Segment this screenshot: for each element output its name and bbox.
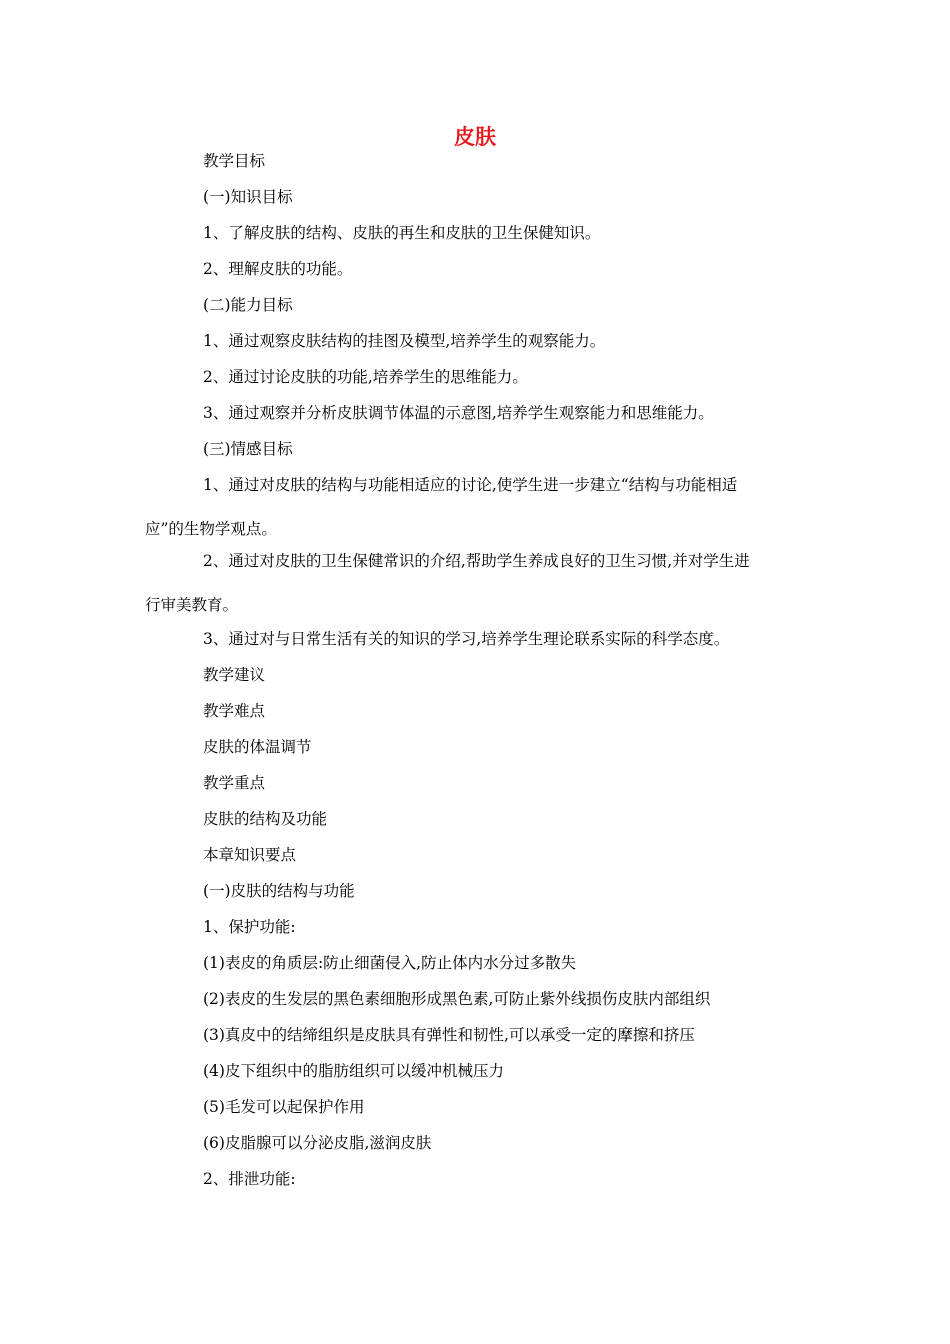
knowledge-item-2: 2、理解皮肤的功能。 <box>203 260 353 278</box>
protection-item-6: (6)皮脂腺可以分泌皮脂,滋润皮肤 <box>203 1134 432 1152</box>
heading-difficulty: 教学难点 <box>203 702 266 720</box>
ability-item-3: 3、通过观察并分析皮肤调节体温的示意图,培养学生观察能力和思维能力。 <box>203 404 714 422</box>
emotion-item-2 <box>145 550 807 616</box>
ability-item-1: 1、通过观察皮肤结构的挂图及模型,培养学生的观察能力。 <box>203 332 606 350</box>
heading-ability-goals: (二)能力目标 <box>203 296 293 314</box>
protection-item-1: (1)表皮的角质层:防止细菌侵入,防止体内水分过多散失 <box>203 954 577 972</box>
ability-item-2: 2、通过讨论皮肤的功能,培养学生的思维能力。 <box>203 368 528 386</box>
protection-item-2: (2)表皮的生发层的黑色素细胞形成黑色素,可防止紫外线损伤皮肤内部组织 <box>203 990 711 1008</box>
protection-item-4: (4)皮下组织中的脂肪组织可以缓冲机械压力 <box>203 1062 504 1080</box>
heading-teaching-goals: 教学目标 <box>203 152 266 170</box>
protection-function-heading: 1、保护功能: <box>203 918 296 936</box>
heading-chapter-points: 本章知识要点 <box>203 846 297 864</box>
document-title: 皮肤 <box>454 124 496 149</box>
heading-key-points: 教学重点 <box>203 774 266 792</box>
heading-structure-function: (一)皮肤的结构与功能 <box>203 882 355 900</box>
difficulty-text: 皮肤的体温调节 <box>203 738 312 756</box>
key-points-text: 皮肤的结构及功能 <box>203 810 328 828</box>
heading-emotion-goals: (三)情感目标 <box>203 440 293 458</box>
emotion-item-2-line-1: 2、通过对皮肤的卫生保健常识的介绍,帮助学生养成良好的卫生习惯,并对学生进 <box>203 552 750 570</box>
emotion-item-3: 3、通过对与日常生活有关的知识的学习,培养学生理论联系实际的科学态度。 <box>203 630 730 648</box>
heading-knowledge-goals: (一)知识目标 <box>203 188 293 206</box>
emotion-item-1-line-2: 应”的生物学观点。 <box>145 520 277 538</box>
knowledge-item-1: 1、了解皮肤的结构、皮肤的再生和皮肤的卫生保健知识。 <box>203 224 601 242</box>
emotion-item-1-line-1: 1、通过对皮肤的结构与功能相适应的讨论,使学生进一步建立“结构与功能相适 <box>203 476 738 494</box>
excretion-function-heading: 2、排泄功能: <box>203 1170 296 1188</box>
heading-teaching-suggestions: 教学建议 <box>203 666 266 684</box>
emotion-item-1 <box>145 474 807 540</box>
protection-item-5: (5)毛发可以起保护作用 <box>203 1098 365 1116</box>
protection-item-3: (3)真皮中的结缔组织是皮肤具有弹性和韧性,可以承受一定的摩擦和挤压 <box>203 1026 695 1044</box>
emotion-item-2-line-2: 行审美教育。 <box>145 596 239 614</box>
